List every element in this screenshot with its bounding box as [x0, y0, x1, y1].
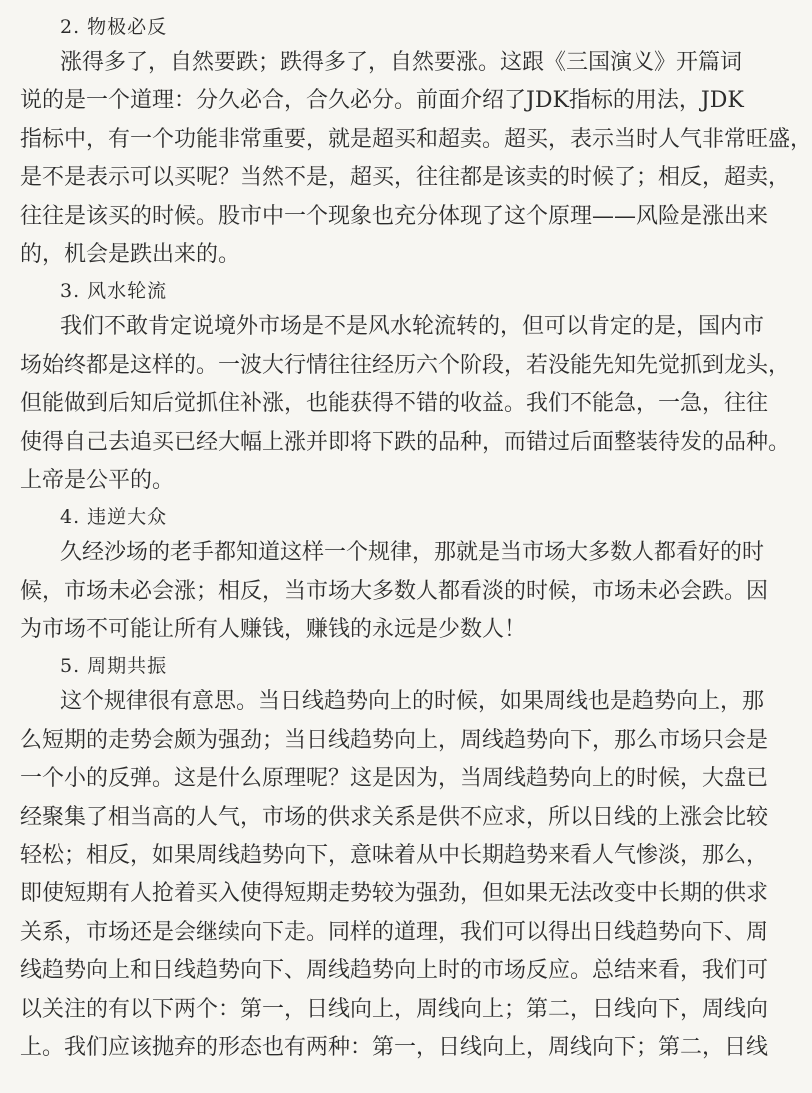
- text-line: 使得自己去追买已经大幅上涨并即将下跌的品种，而错过后面整装待发的品种。: [20, 429, 791, 455]
- text-line: 关系，市场还是会继续向下走。同样的道理，我们可以得出日线趋势向下、周: [20, 919, 769, 945]
- text-line: 场始终都是这样的。一波大行情往往经历六个阶段，若没能先知先觉抓到龙头，: [20, 352, 791, 378]
- text-line: 往往是该买的时候。股市中一个现象也充分体现了这个原理——风险是涨出来: [20, 203, 769, 229]
- text-line: 上帝是公平的。: [20, 467, 175, 493]
- paragraph: [20, 308, 791, 500]
- section-title: 3. 风水轮流: [60, 280, 168, 303]
- section-4: [20, 500, 769, 649]
- paragraph: [20, 44, 812, 274]
- text-line: 指标中，有一个功能非常重要，就是超买和超卖。超买，表示当时人气非常旺盛，: [20, 126, 812, 152]
- text-line: 上。我们应该抛弃的形态也有两种：第一，日线向上，周线向下；第二，日线: [20, 1034, 769, 1060]
- text-line: 的，机会是跌出来的。: [20, 241, 241, 267]
- text-line: 说的是一个道理：分久必合，合久必分。前面介绍了JDK指标的用法，JDK: [20, 88, 744, 114]
- section-2: [20, 10, 812, 274]
- text-line: 是不是表示可以买呢？当然不是，超买，往往都是该卖的时候了；相反，超卖，: [20, 165, 791, 191]
- section-title: 2. 物极必反: [60, 16, 168, 38]
- text-line: 一个小的反弹。这是什么原理呢？这是因为，当周线趋势向上的时候，大盘已: [20, 766, 769, 792]
- section-title: 5. 周期共振: [60, 655, 168, 678]
- text-line: 候，市场未必会涨；相反，当市场大多数人都看淡的时候，市场未必会跌。因: [20, 578, 769, 604]
- text-line: 但能做到后知后觉抓住补涨，也能获得不错的收益。我们不能急，一急，往往: [20, 391, 769, 417]
- section-3: [20, 274, 791, 500]
- section-5: [20, 649, 769, 1067]
- text-line: 么短期的走势会颇为强劲；当日线趋势向上，周线趋势向下，那么市场只会是: [20, 727, 769, 753]
- paragraph: [20, 683, 769, 1067]
- text-line: 为市场不可能让所有人赚钱，赚钱的永远是少数人！: [20, 617, 527, 643]
- text-line: 即使短期有人抢着买入使得短期走势较为强劲，但如果无法改变中长期的供求: [20, 881, 769, 907]
- text-line: 久经沙场的老手都知道这样一个规律，那就是当市场大多数人都看好的时: [60, 540, 765, 566]
- text-line: 我们不敢肯定说境外市场是不是风水轮流转的，但可以肯定的是，国内市: [60, 314, 765, 340]
- section-title: 4. 违逆大众: [60, 506, 168, 529]
- text-line: 以关注的有以下两个：第一，日线向上，周线向上；第二，日线向下，周线向: [20, 996, 769, 1022]
- text-line: 经聚集了相当高的人气，市场的供求关系是供不应求，所以日线的上涨会比较: [20, 804, 769, 830]
- text-line: 涨得多了，自然要跌；跌得多了，自然要涨。这跟《三国演义》开篇词: [60, 50, 743, 75]
- text-line: 轻松；相反，如果周线趋势向下，意味着从中长期趋势来看人气惨淡，那么，: [20, 843, 769, 869]
- paragraph: [20, 534, 769, 649]
- text-line: 这个规律很有意思。当日线趋势向上的时候，如果周线也是趋势向上，那: [60, 689, 765, 715]
- text-line: 线趋势向上和日线趋势向下、周线趋势向上时的市场反应。总结来看，我们可: [20, 958, 769, 984]
